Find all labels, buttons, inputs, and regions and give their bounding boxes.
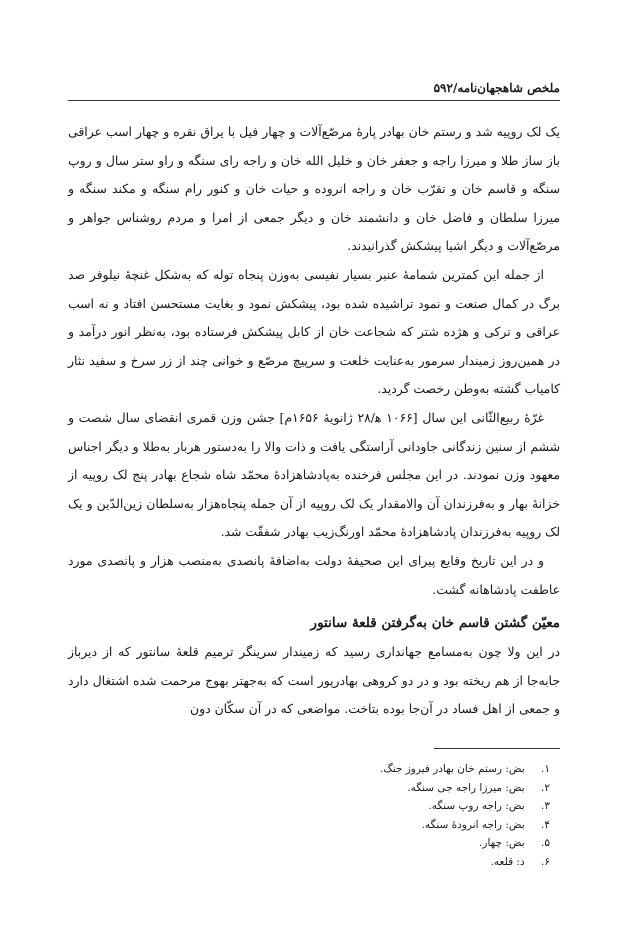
- footnote-number: ۴.: [541, 818, 550, 831]
- footnote-number: ۳.: [541, 800, 550, 812]
- footnote-text: بض: راجه روپ سنگه.: [428, 800, 525, 812]
- paragraph-5: در این ولا چون به‌مسامع جهانداری رسید که زمیندار سرینگر ترمیم قلعهٔ سانتور که از دیرباز جابه‌جا از هم ریخته بود و در دو کروهی بهادرپور است که به‌جهتر بهوج مرحمت شده اشتغال دارد و جمعی از اهل فساد در آن‌جا بوده بتاخت. مواضعی که در آن سکّان دون: [68, 644, 560, 717]
- paragraph-2: از جمله این کمترین شمامهٔ عنبر بسیار نفیسی به‌وزن پنجاه توله که به‌شکل غنچهٔ نیلوفر صد برگ در کمال صنعت و نمود تراشیده شده بود، پیشکش نمود و بغایت مستحسن افتاد و نه اسب عراقی و ترکی و هژده شتر که شجاعت خان از کابل پیشکش فرستاده بود، به‌نظر انور درآمد و در همین‌روز زمیندار سرمور به‌عنایت خلعت و سرپیچ مرصّع و خوانی چند از زر سرخ و سفید نثار کامیاب گشته به‌وطن رخصت گردید.: [68, 266, 560, 397]
- footnote: [68, 834, 550, 853]
- footnote: [68, 853, 550, 872]
- main-text: [68, 118, 560, 724]
- footnote-text: بض: راجه انرودهٔ سنگه.: [421, 818, 525, 831]
- footnote-text: د: قلعه.: [490, 855, 525, 868]
- footnote-number: ۱.: [541, 763, 550, 775]
- section-heading: معیّن گشتن قاسم خان به‌گرفتن قلعهٔ سانتور: [310, 615, 560, 632]
- footnote-number: ۶.: [541, 855, 550, 868]
- footnote: [68, 779, 550, 798]
- footnote-number: ۲.: [541, 781, 550, 794]
- footnote-number: ۵.: [541, 837, 550, 849]
- footnote: [68, 760, 550, 779]
- footnote: [68, 797, 550, 816]
- footnote-rule: [434, 748, 560, 749]
- footnote-text: بض: چهار.: [479, 837, 525, 849]
- footnote: [68, 816, 550, 835]
- running-header: ملخص شاهجهان‌نامه/۵۹۲: [433, 81, 560, 95]
- footnotes: [68, 760, 550, 871]
- footnote-text: بض: رستم خان بهادر فیروز جنگ.: [379, 763, 525, 775]
- paragraph-1: یک لک روپیه شد و رستم خان بهادر پارهٔ مرصّع‌آلات و چهار فیل با یراق نقره و چهار اسب عراقی باز ساز طلا و میرزا راجه و جعفر خان و خلیل الله خان و راجه رای سنگه و راو ستر سال و روپ سنگه و قاسم خان و تقرّب خان و راجه انروده و حیات خان و کنور رام سنگه و مکند سنگه و میرزا سلطان و فاضل خان و دانشمند خان و دیگر جمعی از امرا و مردم روشناس جواهر و مرصّع‌آلات و دیگر اشیا پیشکش گذرانیدند.: [68, 124, 560, 254]
- footnote-text: بض: میرزا راجه جی سنگه.: [407, 781, 525, 794]
- header-rule: [68, 100, 560, 101]
- paragraph-4: و در این تاریخ وقایع پیرای این صحیفهٔ دولت به‌اضافهٔ پانصدی به‌منصب هزار و پانصدی مورد عاطفت پادشاهانه گشت.: [68, 552, 560, 597]
- paragraph-3: غرّهٔ ربیع‌الثّانی این سال [۱۰۶۶ ه‍/۲۸ ژانویهٔ ۱۶۵۶م] جشن وزن قمری انقضای سال شصت و ششم از سنین زندگانی جاودانی آراستگی یافت و ذات والا را به‌دستور هربار به‌طلا و دیگر اجناس معهود وزن نمودند. در این مجلس فرخنده به‌پادشاهزادهٔ محمّد شاه شجاع بهادر پنج لک روپیه از خزانهٔ بهار و به‌فرزندان آن والامقدار یک لک روپیه از آن جمله پنجاه‌هزار به‌سلطان زین‌الدّین و یک لک روپیه به‌فرزندان پادشاهزادهٔ محمّد اورنگ‌زیب بهادر شفقّت شد.: [68, 409, 560, 540]
